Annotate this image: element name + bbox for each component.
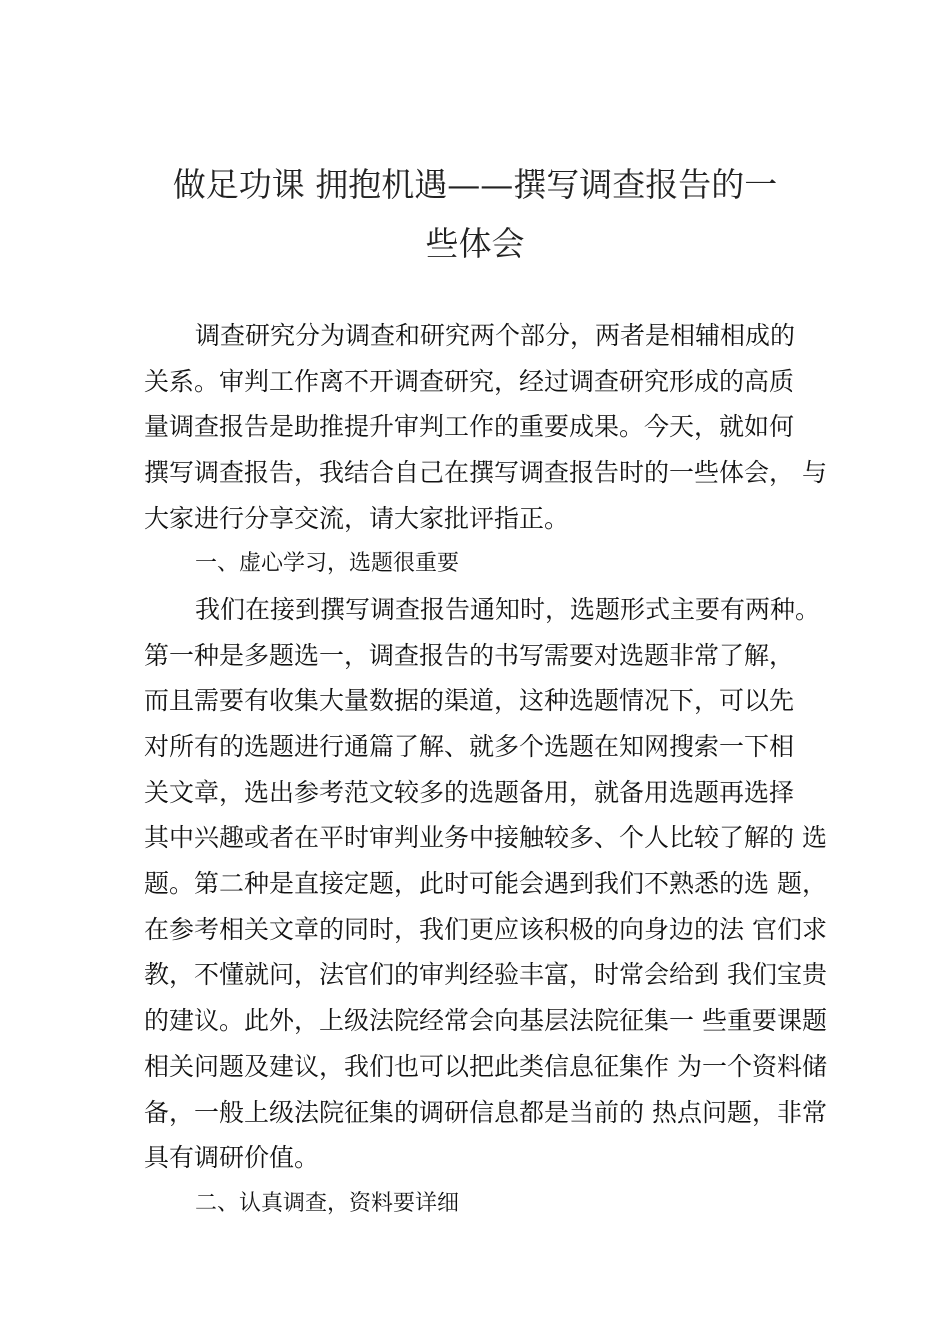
paragraph-2-line-8: 在参考相关文章的同时，我们更应该积极的向身边的法 官们求	[144, 915, 827, 944]
paragraph-1-line-3: 量调查报告是助推提升审判工作的重要成果。今天，就如何	[144, 412, 795, 441]
paragraph-2-line-10: 的建议。此外，上级法院经常会向基层法院征集一 些重要课题	[144, 1006, 827, 1035]
paragraph-2-line-2: 第一种是多题选一，调查报告的书写需要对选题非常了解，	[144, 641, 795, 670]
paragraph-2-line-7: 题。第二种是直接定题，此时可能会遇到我们不熟悉的选 题，	[144, 869, 827, 898]
paragraph-2-line-13: 具有调研价值。	[144, 1143, 320, 1172]
paragraph-2-line-4: 对所有的选题进行通篇了解、就多个选题在知网搜索一下相	[144, 732, 795, 761]
paragraph-2-line-3: 而且需要有收集大量数据的渠道，这种选题情况下，可以先	[144, 686, 795, 715]
paragraph-2-line-1: 我们在接到撰写调查报告通知时，选题形式主要有两种。	[195, 595, 821, 624]
paragraph-1-line-4: 撰写调查报告，我结合自己在撰写调查报告时的一些体会， 与	[144, 458, 827, 487]
paragraph-1-line-2: 关系。审判工作离不开调查研究，经过调查研究形成的高质	[144, 367, 795, 396]
section-heading-2: 二、认真调查，资料要详细	[195, 1191, 460, 1216]
section-heading-1: 一、虚心学习，选题很重要	[195, 551, 460, 576]
paragraph-1-line-5: 大家进行分享交流，请大家批评指正。	[144, 504, 570, 533]
paragraph-2-line-6: 其中兴趣或者在平时审判业务中接触较多、个人比较了解的 选	[144, 823, 827, 852]
paragraph-1-line-1: 调查研究分为调查和研究两个部分，两者是相辅相成的	[195, 321, 796, 350]
document-title-line-2: 些体会	[425, 224, 525, 263]
paragraph-2-line-5: 关文章，选出参考范文较多的选题备用，就备用选题再选择	[144, 778, 795, 807]
document-title-line-1: 做足功课 拥抱机遇——撰写调查报告的一	[172, 165, 778, 204]
paragraph-2-line-11: 相关问题及建议，我们也可以把此类信息征集作 为一个资料储	[144, 1052, 827, 1081]
paragraph-2-line-12: 备，一般上级法院征集的调研信息都是当前的 热点问题，非常	[144, 1098, 827, 1127]
paragraph-2-line-9: 教，不懂就问，法官们的审判经验丰富，时常会给到 我们宝贵	[144, 960, 827, 989]
